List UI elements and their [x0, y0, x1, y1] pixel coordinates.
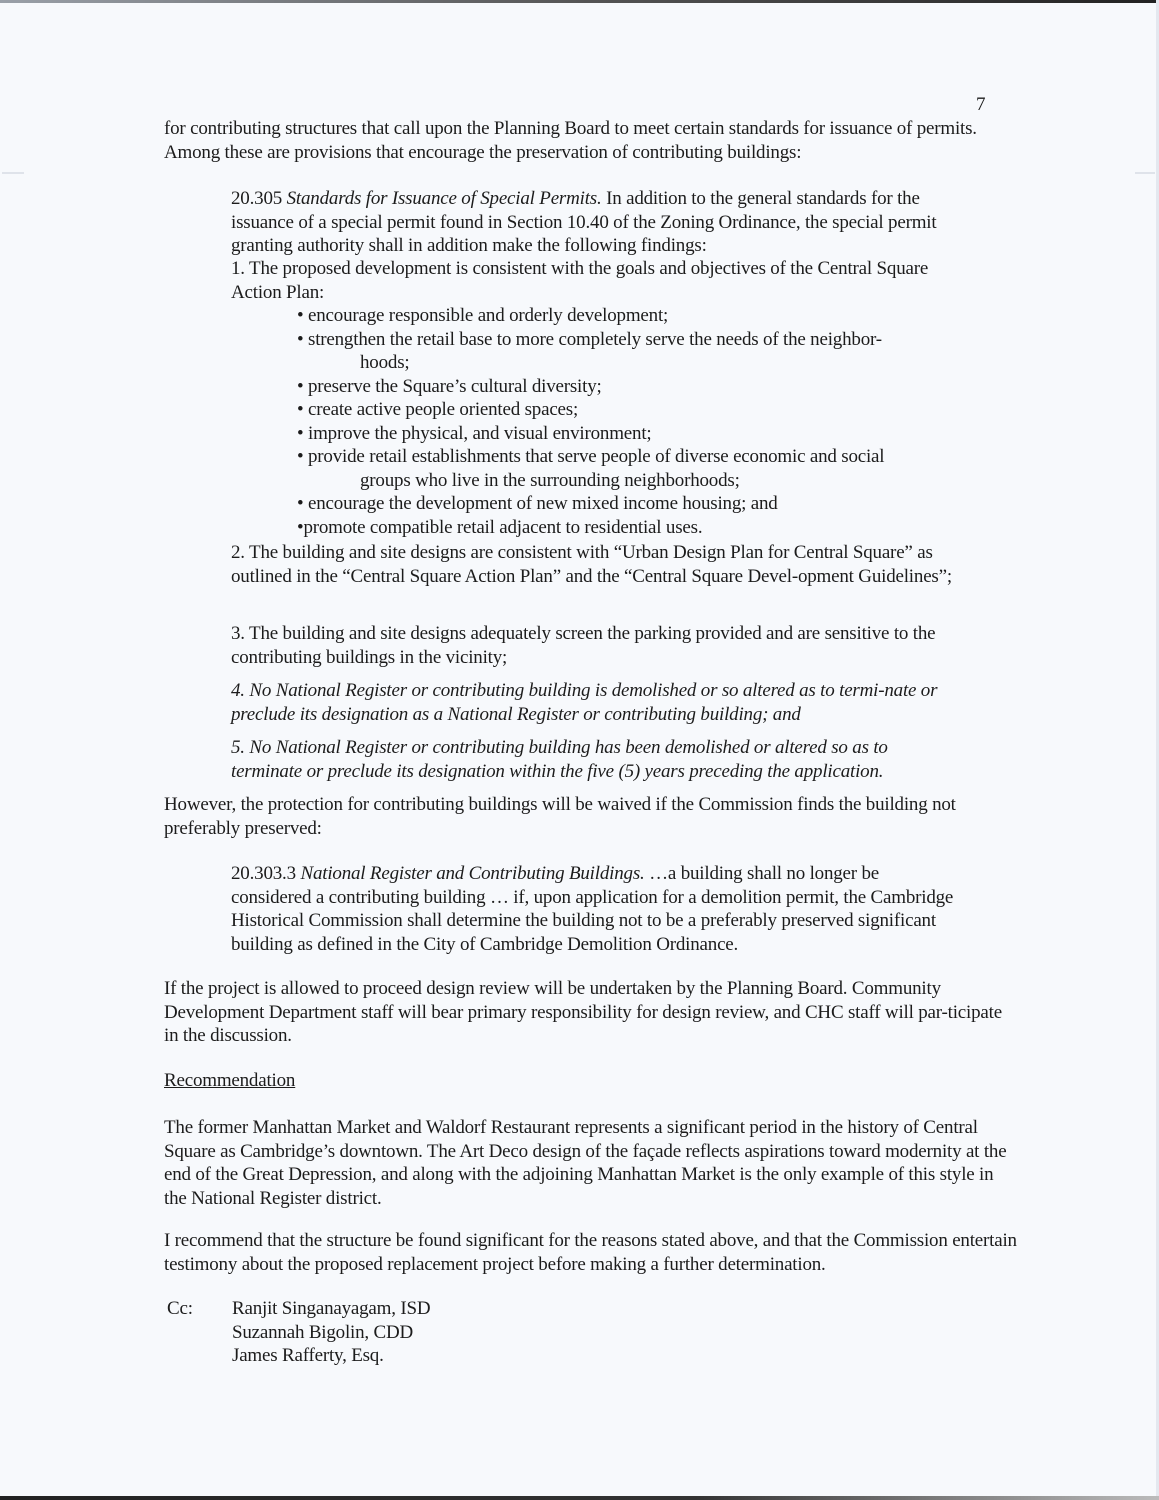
cc-recipient: Suzannah Bigolin, CDD: [232, 1321, 414, 1343]
page-number: 7: [976, 94, 986, 115]
register-section-title: National Register and Contributing Buildings.: [300, 863, 645, 884]
recommendation-paragraph-1: The former Manhattan Market and Waldorf Restaurant represents a significant period in the history of Central Square as Cambridge’s downtown. The Art Deco design of the façade reflects aspirations toward modernity at the end of the Great Depression, and along with the adjoining Manhattan Market is the only example of this style in the National Register district.: [164, 1117, 1007, 1209]
cc-recipient: James Rafferty, Esq.: [232, 1345, 384, 1366]
intro-paragraph: for contributing structures that call upon the Planning Board to meet certain standards for issuance of permits. Among these are provisions that encourage the preservation of contributing buildings:: [164, 118, 977, 163]
register-quote: [231, 862, 956, 956]
action-plan-goals-list: [297, 304, 977, 539]
finding-5: 5. No National Register or contributing building has been demolished or altered so as to terminate or preclude its designation within the five (5) years preceding the application.: [231, 737, 888, 782]
goal-item: • improve the physical, and visual environment;: [297, 422, 652, 444]
goal-item: • encourage the development of new mixed income housing; and: [297, 493, 778, 514]
goal-item: • strengthen the retail base to more completely serve the needs of the neighbor- hoods;: [297, 328, 882, 373]
cc-recipient: Ranjit Singanayagam, ISD: [232, 1298, 431, 1319]
finding-1: 1. The proposed development is consistent with the goals and objectives of the Central Square Action Plan:: [231, 258, 929, 303]
scan-mark-right: [1135, 172, 1155, 174]
goal-item: • preserve the Square’s cultural diversity;: [297, 375, 602, 397]
standards-section-text: In addition to the general standards for the issuance of a special permit found in Section 10.40 of the Zoning Ordinance, the special permit granting authority shall in addition make the following findings:: [231, 188, 937, 256]
recommendation-paragraph-2: I recommend that the structure be found significant for the reasons stated above, and that the Commission entertain testimony about the proposed replacement project before making a further determination.: [164, 1230, 1017, 1275]
goal-item: • encourage responsible and orderly development;: [297, 305, 669, 326]
register-section-text: …a building shall no longer be considered a contributing building … if, upon application for a demolition permit, the Cambridge Historical Commission shall determine the building not to be a preferably preserved significant building as defined in the City of Cambridge Demolition Ordinance.: [231, 863, 954, 955]
recommendation-heading: Recommendation: [164, 1070, 296, 1091]
finding-2: 2. The building and site designs are consistent with “Urban Design Plan for Central Square” as outlined in the “Central Square Action Plan” and the “Central Square Devel-opment Guidelines”;: [231, 542, 952, 587]
finding-3: 3. The building and site designs adequately screen the parking provided and are sensitive to the contributing buildings in the vicinity;: [231, 623, 936, 668]
scan-mark-left: [2, 172, 24, 174]
design-review-paragraph: If the project is allowed to proceed design review will be undertaken by the Planning Board. Community Development Department staff will bear primary responsibility for design review, and CHC staff will par-ticipate in the discussion.: [164, 978, 1002, 1046]
goal-item: • provide retail establishments that serve people of diverse economic and social groups who live in the surrounding neighborhoods;: [297, 446, 885, 491]
scan-edge-bottom: [0, 1496, 1159, 1500]
standards-quote-intro: [231, 187, 961, 258]
finding-4: 4. No National Register or contributing building is demolished or so altered as to termi-nate or preclude its designation as a National Register or contributing building; and: [231, 680, 938, 725]
standards-section-number: 20.305: [231, 188, 283, 209]
register-section-number: 20.303.3: [231, 863, 296, 884]
cc-recipients: [232, 1297, 532, 1368]
scan-edge-top: [0, 0, 1159, 3]
goal-item: • create active people oriented spaces;: [297, 399, 579, 420]
goal-item: •promote compatible retail adjacent to residential uses.: [297, 516, 703, 538]
cc-label: Cc:: [167, 1298, 193, 1319]
however-paragraph: However, the protection for contributing buildings will be waived if the Commission finds the building not preferably preserved:: [164, 794, 956, 839]
standards-section-title: Standards for Issuance of Special Permits.: [286, 188, 602, 209]
